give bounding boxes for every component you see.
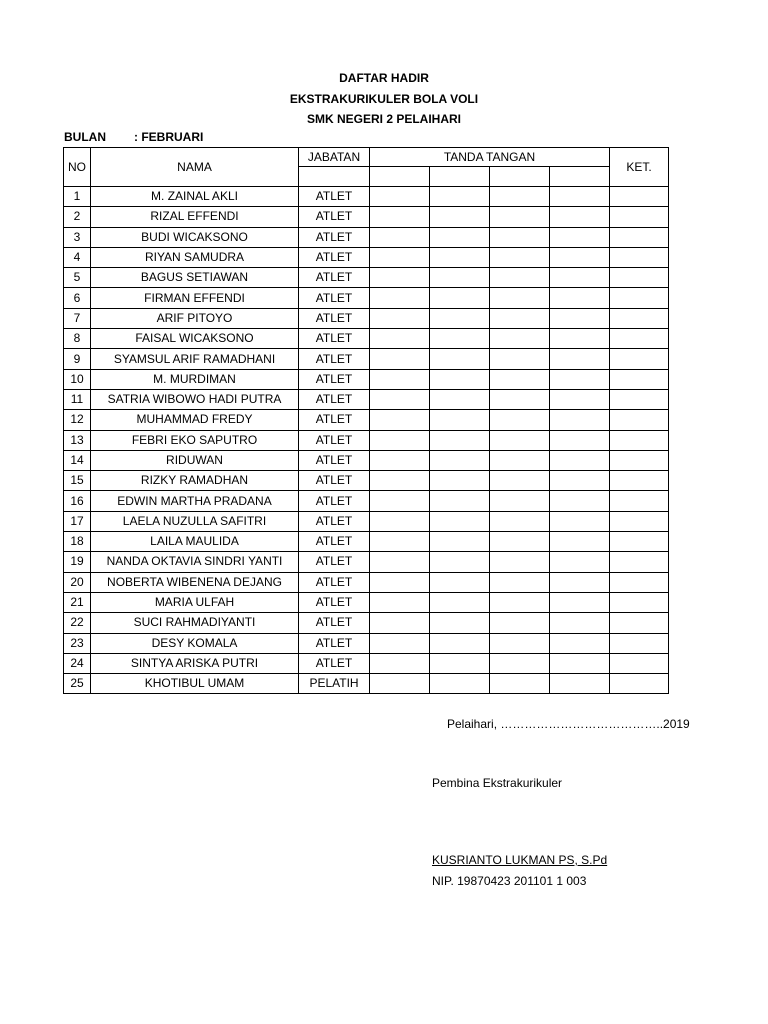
signer-name: KUSRIANTO LUKMAN PS, S.Pd [432,853,608,867]
row-jabatan: ATLET [299,471,370,491]
row-jabatan: ATLET [299,268,370,288]
row-nama: SINTYA ARISKA PUTRI [91,653,299,673]
attendance-table [63,147,669,694]
signature-cell [370,207,430,227]
signature-cell [430,187,490,207]
signature-cell [490,592,550,612]
signature-cell [490,471,550,491]
signature-cell [490,572,550,592]
ket-cell [610,410,669,430]
row-no: 6 [64,288,91,308]
signature-cell [370,572,430,592]
signature-subcol [550,167,610,187]
row-no: 23 [64,633,91,653]
row-no: 11 [64,389,91,409]
signature-cell [370,369,430,389]
table-row [64,410,669,430]
row-nama: FIRMAN EFFENDI [91,288,299,308]
row-nama: FEBRI EKO SAPUTRO [91,430,299,450]
signature-cell [550,674,610,694]
signature-subcol [430,167,490,187]
row-no: 21 [64,592,91,612]
row-no: 3 [64,227,91,247]
signature-cell [550,268,610,288]
signature-cell [490,187,550,207]
signature-cell [550,227,610,247]
row-jabatan: ATLET [299,491,370,511]
ket-cell [610,268,669,288]
signature-cell [550,450,610,470]
signature-cell [490,369,550,389]
signature-cell [370,491,430,511]
row-no: 2 [64,207,91,227]
row-nama: LAELA NUZULLA SAFITRI [91,511,299,531]
signature-cell [490,674,550,694]
signature-cell [430,369,490,389]
signature-cell [490,207,550,227]
row-no: 25 [64,674,91,694]
table-row [64,552,669,572]
row-jabatan: ATLET [299,430,370,450]
row-jabatan: ATLET [299,187,370,207]
signature-cell [370,552,430,572]
row-nama: RIYAN SAMUDRA [91,247,299,267]
signature-cell [490,552,550,572]
table-row [64,349,669,369]
signature-cell [550,511,610,531]
row-nama: BUDI WICAKSONO [91,227,299,247]
signature-cell [550,633,610,653]
signature-cell [430,227,490,247]
signature-cell [370,592,430,612]
signature-cell [490,430,550,450]
signature-cell [490,450,550,470]
row-nama: BAGUS SETIAWAN [91,268,299,288]
row-no: 5 [64,268,91,288]
signature-cell [430,410,490,430]
signature-cell [490,511,550,531]
row-jabatan: ATLET [299,247,370,267]
signature-cell [430,308,490,328]
ket-cell [610,450,669,470]
signature-cell [490,410,550,430]
ket-cell [610,471,669,491]
signature-cell [370,187,430,207]
row-no: 13 [64,430,91,450]
row-no: 8 [64,329,91,349]
signature-cell [370,288,430,308]
row-nama: MARIA ULFAH [91,592,299,612]
title-line-1: DAFTAR HADIR [339,71,429,85]
signature-cell [550,430,610,450]
signature-cell [550,308,610,328]
table-row [64,247,669,267]
row-jabatan: ATLET [299,633,370,653]
signature-cell [490,633,550,653]
row-nama: SUCI RAHMADIYANTI [91,613,299,633]
title-line-3: SMK NEGERI 2 PELAIHARI [306,112,462,126]
signature-cell [550,288,610,308]
signature-cell [490,247,550,267]
signature-cell [370,532,430,552]
row-nama: M. MURDIMAN [91,369,299,389]
row-no: 12 [64,410,91,430]
ket-cell [610,633,669,653]
ket-cell [610,430,669,450]
signature-cell [430,532,490,552]
row-nama: EDWIN MARTHA PRADANA [91,491,299,511]
row-jabatan: ATLET [299,592,370,612]
ket-cell [610,674,669,694]
table-row [64,308,669,328]
signature-cell [430,247,490,267]
signature-cell [550,410,610,430]
row-no: 24 [64,653,91,673]
row-no: 22 [64,613,91,633]
table-row [64,430,669,450]
signature-cell [550,349,610,369]
ket-cell [610,288,669,308]
signature-cell [370,613,430,633]
row-nama: KHOTIBUL UMAM [91,674,299,694]
signature-cell [370,511,430,531]
row-nama: NOBERTA WIBENENA DEJANG [91,572,299,592]
signature-cell [430,633,490,653]
ket-cell [610,552,669,572]
signature-cell [550,207,610,227]
ket-cell [610,207,669,227]
signature-cell [550,572,610,592]
header-tanda-tangan: TANDA TANGAN [370,148,610,167]
row-jabatan: PELATIH [299,674,370,694]
row-jabatan: ATLET [299,410,370,430]
row-jabatan: ATLET [299,308,370,328]
row-nama: MUHAMMAD FREDY [91,410,299,430]
table-row [64,613,669,633]
signature-cell [430,511,490,531]
signature-cell [490,349,550,369]
signature-cell [550,389,610,409]
signature-cell [550,491,610,511]
signature-cell [370,329,430,349]
row-no: 17 [64,511,91,531]
row-jabatan: ATLET [299,552,370,572]
table-row [64,187,669,207]
table-row [64,207,669,227]
signature-cell [370,410,430,430]
signature-cell [370,450,430,470]
signature-subcol [370,167,430,187]
row-nama: M. ZAINAL AKLI [91,187,299,207]
signature-cell [430,613,490,633]
ket-cell [610,308,669,328]
signature-cell [550,613,610,633]
table-row [64,227,669,247]
signature-cell [370,308,430,328]
signature-cell [430,592,490,612]
table-row [64,653,669,673]
signature-subcol [490,167,550,187]
signature-cell [430,450,490,470]
row-jabatan: ATLET [299,349,370,369]
signature-cell [490,268,550,288]
signature-cell [490,491,550,511]
row-nama: RIDUWAN [91,450,299,470]
row-jabatan: ATLET [299,288,370,308]
row-nama: ARIF PITOYO [91,308,299,328]
signature-cell [550,187,610,207]
row-nama: NANDA OKTAVIA SINDRI YANTI [91,552,299,572]
table-row [64,572,669,592]
table-row [64,389,669,409]
signature-cell [430,471,490,491]
row-no: 18 [64,532,91,552]
table-row [64,674,669,694]
row-nama: RIZAL EFFENDI [91,207,299,227]
signature-cell [490,308,550,328]
row-no: 1 [64,187,91,207]
row-nama: DESY KOMALA [91,633,299,653]
signature-cell [430,268,490,288]
signature-cell [370,471,430,491]
row-jabatan: ATLET [299,450,370,470]
signature-cell [550,552,610,572]
signature-cell [490,532,550,552]
table-row [64,369,669,389]
table-row [64,268,669,288]
table-row [64,592,669,612]
table-row [64,329,669,349]
signature-cell [430,389,490,409]
signature-cell [430,491,490,511]
row-jabatan: ATLET [299,653,370,673]
header-jabatan-sub [299,167,370,187]
signature-cell [430,329,490,349]
table-row [64,532,669,552]
ket-cell [610,369,669,389]
row-jabatan: ATLET [299,369,370,389]
row-no: 15 [64,471,91,491]
signature-cell [490,329,550,349]
signature-cell [370,430,430,450]
header-jabatan: JABATAN [299,148,370,167]
table-row [64,491,669,511]
row-nama: FAISAL WICAKSONO [91,329,299,349]
header-ket: KET. [610,148,669,187]
row-no: 9 [64,349,91,369]
signature-cell [490,613,550,633]
signature-cell [430,552,490,572]
signature-cell [370,268,430,288]
row-nama: RIZKY RAMADHAN [91,471,299,491]
signature-cell [370,653,430,673]
signature-cell [370,349,430,369]
signature-cell [490,288,550,308]
table-row [64,633,669,653]
signature-cell [550,471,610,491]
signature-cell [550,532,610,552]
table-row [64,288,669,308]
ket-cell [610,532,669,552]
ket-cell [610,227,669,247]
row-no: 16 [64,491,91,511]
row-no: 14 [64,450,91,470]
signature-cell [490,389,550,409]
row-nama: SATRIA WIBOWO HADI PUTRA [91,389,299,409]
signer-nip: NIP. 19870423 201101 1 003 [432,874,587,888]
ket-cell [610,613,669,633]
signature-cell [430,288,490,308]
ket-cell [610,349,669,369]
signature-cell [430,430,490,450]
row-jabatan: ATLET [299,389,370,409]
signature-cell [370,227,430,247]
signature-cell [550,329,610,349]
row-jabatan: ATLET [299,532,370,552]
ket-cell [610,572,669,592]
signature-cell [490,227,550,247]
row-jabatan: ATLET [299,572,370,592]
row-no: 4 [64,247,91,267]
ket-cell [610,187,669,207]
signer-role: Pembina Ekstrakurikuler [432,776,563,790]
ket-cell [610,491,669,511]
row-nama: SYAMSUL ARIF RAMADHANI [91,349,299,369]
signature-cell [550,592,610,612]
signature-cell [430,572,490,592]
signature-cell [370,633,430,653]
signature-cell [430,207,490,227]
signature-cell [370,674,430,694]
signature-cell [430,653,490,673]
signature-cell [490,653,550,673]
row-no: 7 [64,308,91,328]
signature-cell [430,674,490,694]
ket-cell [610,511,669,531]
signature-cell [550,247,610,267]
row-jabatan: ATLET [299,207,370,227]
header-nama: NAMA [91,148,299,187]
signature-cell [370,247,430,267]
ket-cell [610,592,669,612]
header-no: NO [64,148,91,187]
title-line-2: EKSTRAKURIKULER BOLA VOLI [289,92,479,106]
row-jabatan: ATLET [299,511,370,531]
table-row [64,511,669,531]
month-label: BULAN [64,130,106,144]
table-row [64,450,669,470]
ket-cell [610,653,669,673]
ket-cell [610,329,669,349]
row-jabatan: ATLET [299,613,370,633]
month-line [64,130,203,144]
row-jabatan: ATLET [299,227,370,247]
month-value: : FEBRUARI [134,130,204,144]
signature-cell [550,369,610,389]
row-jabatan: ATLET [299,329,370,349]
table-row [64,471,669,491]
place-date: Pelaihari, …………………………………..2019 [447,717,690,731]
row-no: 20 [64,572,91,592]
signature-cell [550,653,610,673]
row-no: 10 [64,369,91,389]
row-no: 19 [64,552,91,572]
ket-cell [610,389,669,409]
signature-cell [370,389,430,409]
row-nama: LAILA MAULIDA [91,532,299,552]
ket-cell [610,247,669,267]
signature-cell [430,349,490,369]
